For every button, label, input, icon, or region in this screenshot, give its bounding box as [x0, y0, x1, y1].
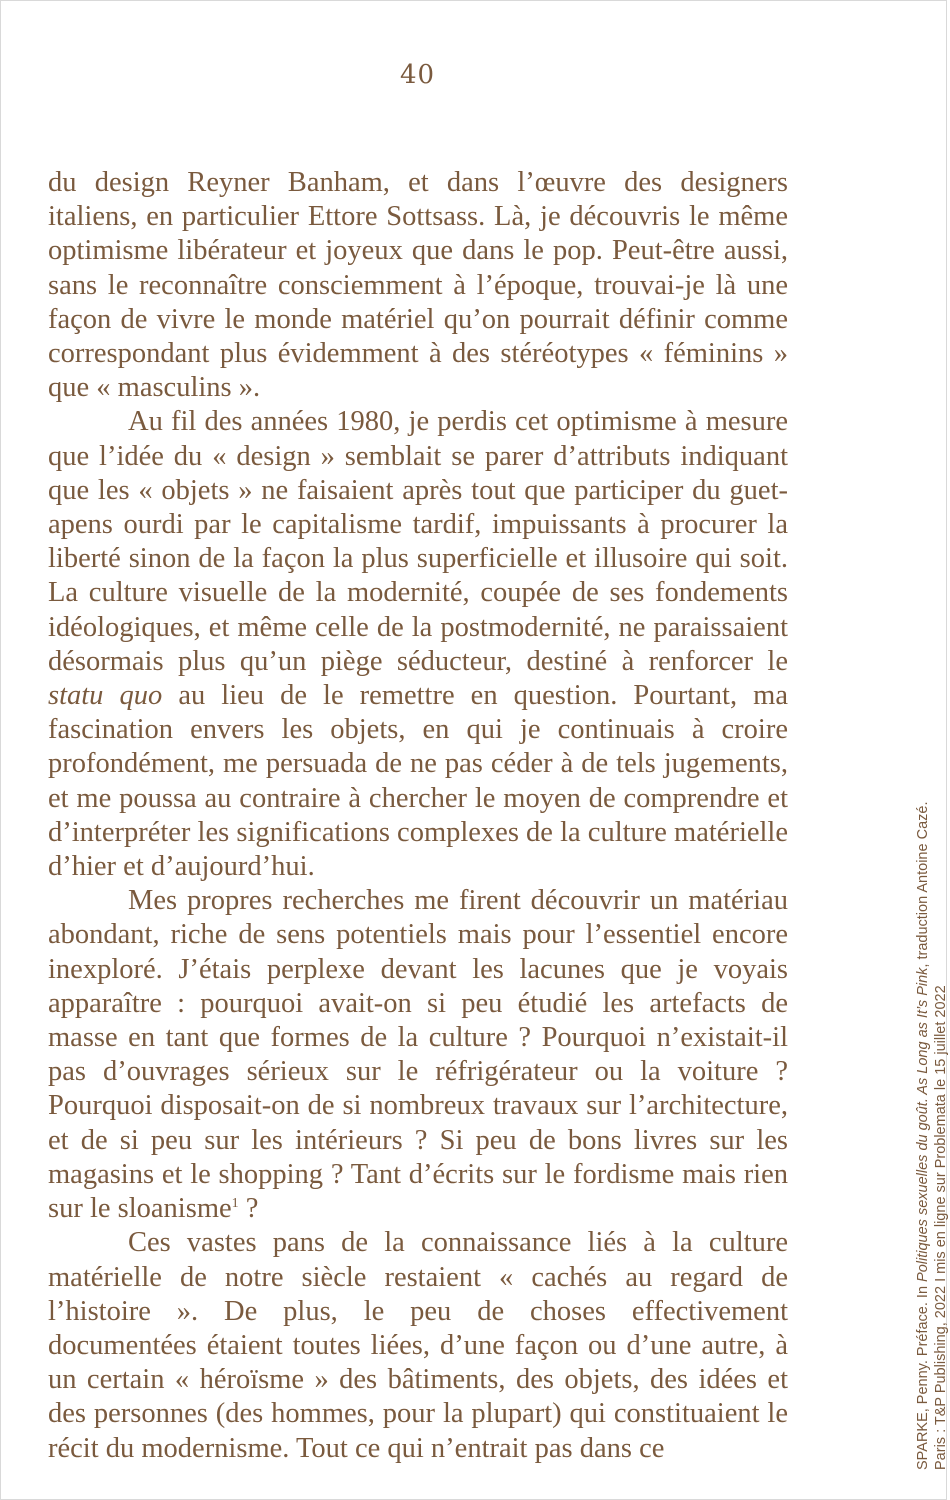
- citation-line-1-prefix: SPARKE, Penny. Préface. In: [915, 1281, 931, 1470]
- paragraph-3-text-end: ?: [238, 1193, 259, 1225]
- citation-line-1-suffix: , traduction Antoine Cazé.: [915, 801, 931, 968]
- paragraph-2-text-start: Au fil des années 1980, je perdis cet optimisme à mesure que l’idée du « design » semblait se parer d’attributs indiquant que les « objets » ne faisaient après tout que participer du guet-apens ourdi par le capitalisme tardif, impuissants à procurer la liberté sinon de la façon la plus superficielle et illusoire qui soit. La culture visuelle de la modernité, coupée de ses fondements idéologiques, et même celle de la postmodernité, ne paraissaient désormais plus qu’un piège séducteur, destiné à renforcer le: [48, 406, 788, 677]
- body-text: [48, 166, 788, 1466]
- paragraph-3-text-start: Mes propres recherches me firent découvrir un matériau abondant, riche de sens potentiels mais pour l’essentiel encore inexploré. J’étais perplexe devant les lacunes que je voyais apparaître : pourquoi avait-on si peu étudié les artefacts de masse en tant que formes de la culture ? Pourquoi n’existait-il pas d’ouvrages sérieux sur le réfrigérateur ou la voiture ? Pourquoi disposait-on de si nombreux travaux sur l’architecture, et de si peu sur les intérieurs ? Si peu de bons livres sur les magasins et le shopping ? Tant d’écrits sur le fordisme mais rien sur le sloanisme: [48, 885, 788, 1225]
- citation-line-1-italic: Politiques sexuelles du goût. As Long as It’s Pink: [915, 967, 931, 1282]
- paragraph-2-text-end: au lieu de le remettre en question. Pourtant, ma fascination envers les objets, en qui je continuais à croire profondément, me persuada de ne pas céder à de tels jugements, et me poussa au contraire à chercher le moyen de comprendre et d’interpréter les significations complexes de la culture matérielle d’hier et d’aujourd’hui.: [48, 680, 788, 883]
- page-number: 40: [399, 60, 436, 90]
- paragraph-1: du design Reyner Banham, et dans l’œuvre des designers italiens, en particulier Ettore Sottsass. Là, je découvris le même optimisme libérateur et joyeux que dans le pop. Peut-être aussi, sans le reconnaître consciemment à l’époque, trouvai-je là une façon de vivre le monde matériel qu’on pourrait définir comme correspondant plus évidemment à des stéréotypes « féminins » que « masculins ».: [48, 167, 788, 404]
- citation-line-2: Paris : T&P Publishing, 2022 I mis en ligne sur Problemata le 15 juillet 2022: [933, 985, 949, 1470]
- paragraph-4: Ces vastes pans de la connaissance liés à la culture matérielle de notre siècle restaient « cachés au regard de l’histoire ». De plus, le peu de choses effectivement documentées étaient toutes liées, d’une façon ou d’une autre, à un certain « héroïsme » des bâtiments, des objets, des idées et des personnes (des hommes, pour la plupart) qui constituaient le récit du modernisme. Tout ce qui n’entrait pas dans ce: [48, 1227, 788, 1464]
- footnote-marker[interactable]: 1: [231, 1196, 239, 1212]
- side-citation: [914, 690, 950, 1470]
- paragraph-2-italic: statu quo: [48, 680, 163, 712]
- paragraph-3: [48, 884, 788, 1226]
- paragraph-2: [48, 405, 788, 884]
- citation-line-1: [914, 690, 932, 1470]
